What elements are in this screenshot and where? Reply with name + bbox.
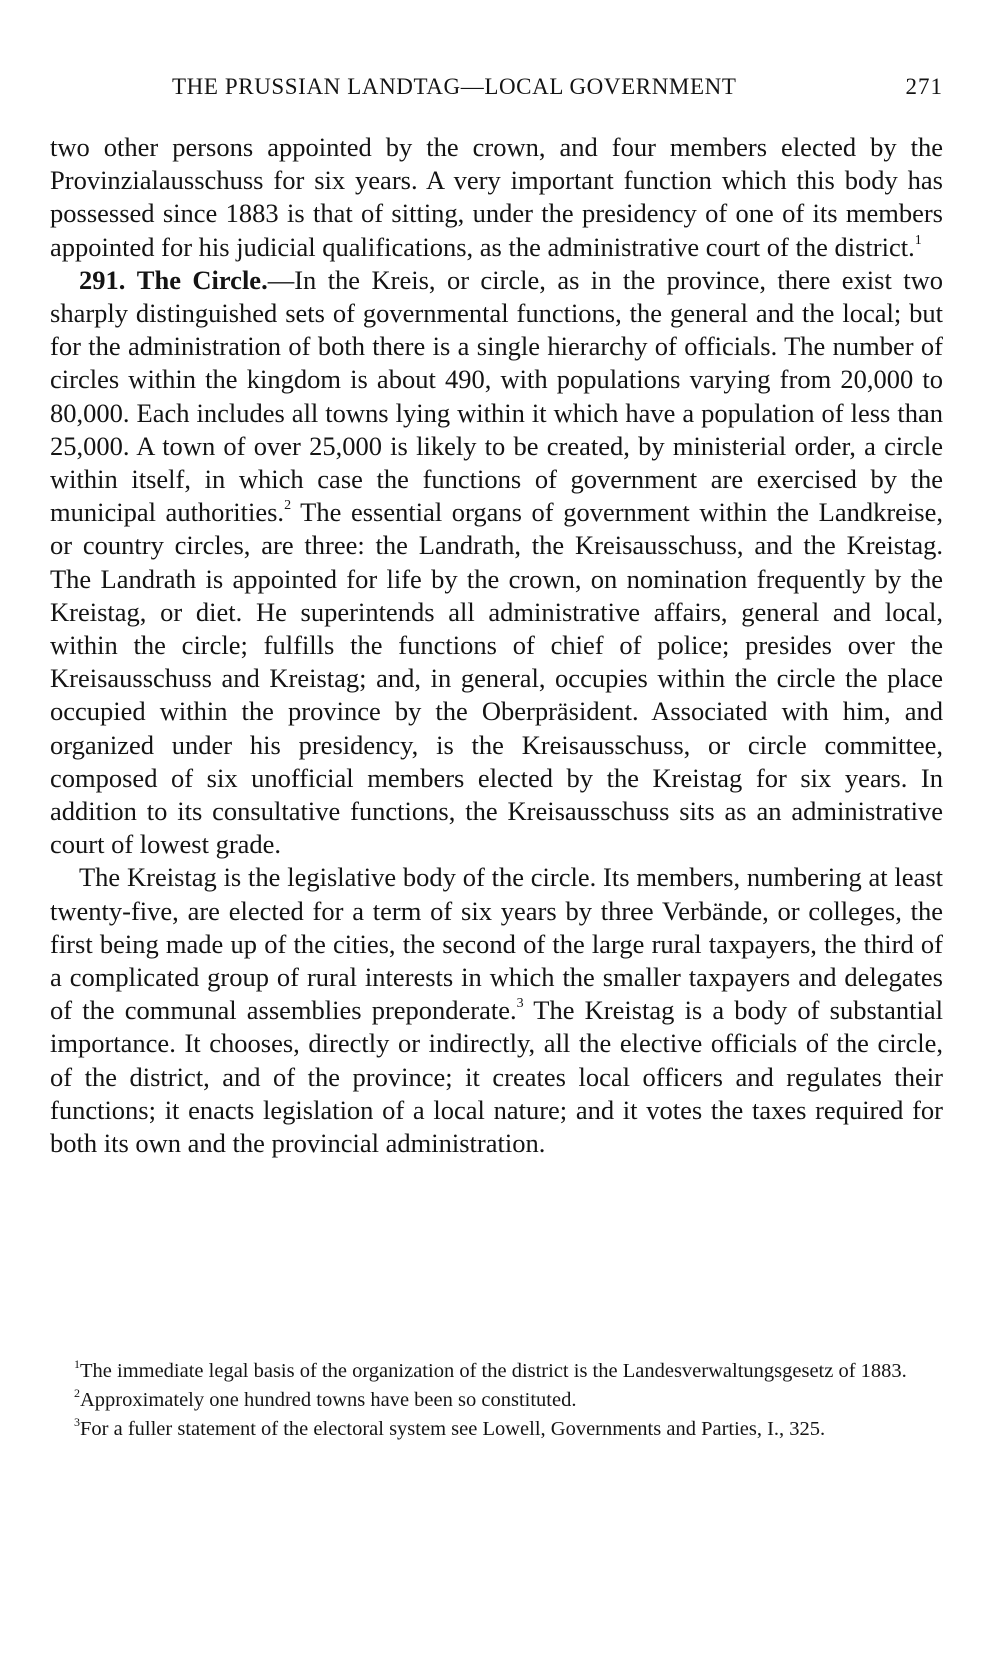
footnote-ref: 1: [914, 232, 922, 248]
paragraph-kreistag: [50, 861, 943, 1160]
footnote-mark: 3: [74, 1415, 80, 1430]
footnotes: [50, 1358, 943, 1445]
footnote-text: For a fuller statement of the electoral system see Lowell, Governments and Parties, I., 325.: [80, 1418, 826, 1440]
footnote-ref: 3: [516, 996, 524, 1012]
section-number: 291.: [79, 264, 126, 295]
paragraph-section-291: [50, 264, 943, 862]
paragraph-text: The Kreistag is the legislative body of the circle. Its members, numbering at least twenty-five, are elected for a term of six years by three Verbände, or colleges, the first being made up of the cities, the second of the large rural taxpayers, the third of a complicated group of rural interests in which the smaller taxpayers and delegates of the communal assemblies preponderate.: [50, 862, 943, 1026]
footnote-text: The immediate legal basis of the organization of the district is the Landesverwaltungsgesetz of 1883.: [80, 1360, 907, 1382]
running-head: [50, 74, 943, 108]
paragraph-text: The Kreistag is a body of substantial importance. It chooses, directly or indirectly, all the elective officials of the circle, of the district, and of the province; it creates local officers and regulates their functions; it enacts legislation of a local nature; and it votes the taxes required for both its own and the provincial administration.: [50, 995, 944, 1159]
footnote: [50, 1358, 943, 1384]
section-title: The Circle.: [136, 264, 268, 295]
footnote: [50, 1387, 943, 1413]
paragraph-continued: [50, 131, 943, 264]
page-number: 271: [905, 74, 943, 99]
running-title: THE PRUSSIAN LANDTAG—LOCAL GOVERNMENT: [172, 74, 737, 99]
footnote-mark: 1: [74, 1357, 80, 1372]
body-text: [50, 131, 943, 1160]
paragraph-text: The essential organs of government within the Landkreise, or country circles, are three: the Landrath, the Kreisausschuss, and the Kreistag. The Landrath is appointed for life by the crown, on nomination frequently by the Kreistag, or diet. He superintends all administrative affairs, general and local, within the circle; fulfills the functions of chief of police; presides over the Kreisausschuss and Kreistag; and, in general, occupies within the circle the place occupied within the province by the Oberpräsident. Associated with him, and organized under his presidency, is the Kreisausschuss, or circle committee, composed of six unofficial members elected by the Kreistag for six years. In addition to its consultative functions, the Kreisausschuss sits as an administrative court of lowest grade.: [50, 497, 943, 860]
footnote-ref: 2: [284, 498, 292, 514]
paragraph-text: —In the Kreis, or circle, as in the province, there exist two sharply distinguished sets of governmental functions, the general and the local; but for the administration of both there is a single hierarchy of officials. The number of circles within the kingdom is about 490, with populations varying from 20,000 to 80,000. Each includes all towns lying within it which have a population of less than 25,000. A town of over 25,000 is likely to be created, by ministerial order, a circle within itself, in which case the functions of government are exercised by the municipal authorities.: [50, 264, 943, 528]
paragraph-text: two other persons appointed by the crown, and four members elected by the Provinzialausschuss for six years. A very important function which this body has possessed since 1883 is that of sitting, under the presidency of one of its members appointed for his judicial qualifications, as the administrative court of the district.: [50, 132, 943, 262]
footnote-text: Approximately one hundred towns have been so constituted.: [80, 1389, 577, 1411]
footnote-mark: 2: [74, 1386, 80, 1401]
footnote: [50, 1416, 943, 1442]
